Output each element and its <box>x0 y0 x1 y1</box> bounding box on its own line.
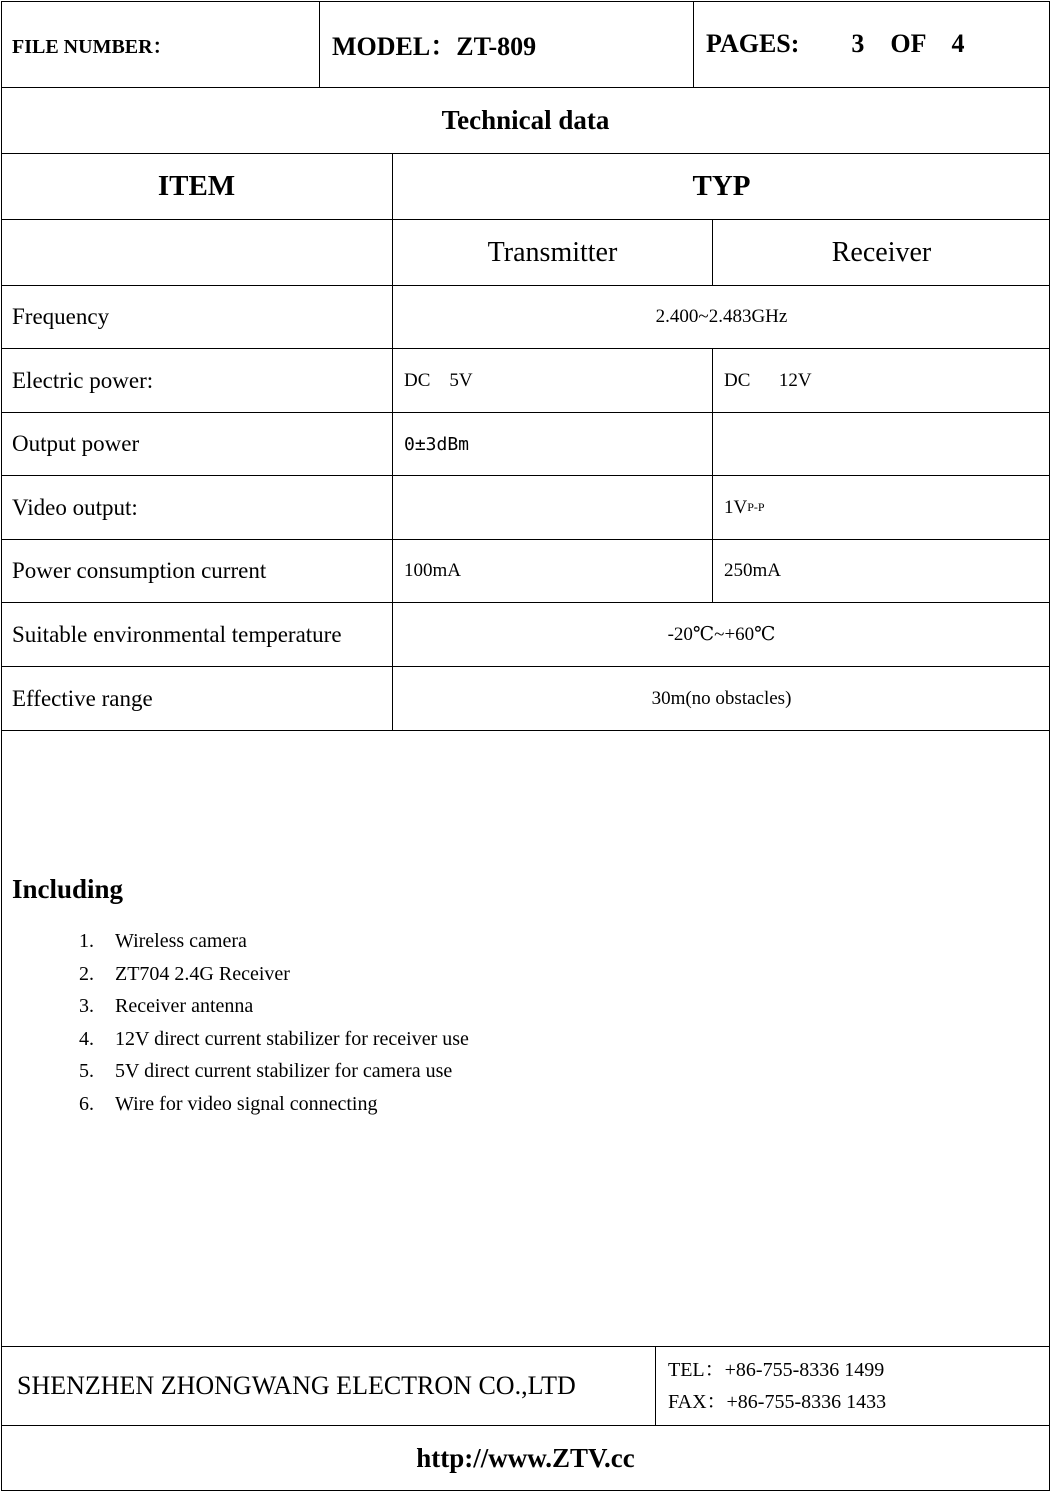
list-item: 5. 5V direct current stabilizer for camera use <box>79 1060 453 1083</box>
row-value-effective-range: 30m(no obstacles) <box>392 666 1050 730</box>
row-value-power-consumption-transmitter: 100mA <box>392 539 712 602</box>
section-title: Technical data <box>1 87 1050 153</box>
tel-number: TEL：+86-755-8336 1499 <box>668 1359 885 1381</box>
row-value-power-consumption-receiver: 250mA <box>712 539 1050 602</box>
list-item: 6. Wire for video signal connecting <box>79 1092 378 1115</box>
row-label-temperature: Suitable environmental temperature <box>1 602 392 666</box>
model-label: MODEL：ZT-809 <box>332 31 537 61</box>
list-item: 3. Receiver antenna <box>79 995 254 1018</box>
row-value-output-power-transmitter: 0±3dBm <box>392 412 712 475</box>
including-title: Including <box>12 874 124 904</box>
list-item: 4. 12V direct current stabilizer for receiver use <box>79 1027 469 1050</box>
subheader-receiver: Receiver <box>712 219 1050 285</box>
row-label-frequency: Frequency <box>1 285 392 348</box>
file-number-label: FILE NUMBER： <box>12 35 173 58</box>
row-label-electric-power: Electric power: <box>1 348 392 412</box>
subheader-transmitter: Transmitter <box>392 219 712 285</box>
row-label-output-power: Output power <box>1 412 392 475</box>
list-item: 2. ZT704 2.4G Receiver <box>79 962 290 985</box>
including-list <box>79 925 679 1121</box>
row-value-electric-power-transmitter: DC 5V <box>392 348 712 412</box>
row-value-video-output-receiver: 1V P-P <box>712 475 1050 539</box>
row-label-effective-range: Effective range <box>1 666 392 730</box>
row-value-video-output-transmitter <box>392 475 712 539</box>
column-header-item: ITEM <box>1 153 392 219</box>
row-value-electric-power-receiver: DC 12V <box>712 348 1050 412</box>
company-name: SHENZHEN ZHONGWANG ELECTRON CO.,LTD <box>1 1346 655 1425</box>
subheader-empty-cell <box>1 219 392 285</box>
pages-label: PAGES: 3 OF 4 <box>706 29 965 58</box>
list-item: 1. Wireless camera <box>79 930 247 952</box>
row-label-power-consumption: Power consumption current <box>1 539 392 602</box>
including-section <box>1 730 1050 1346</box>
row-value-temperature: -20℃~+60℃ <box>392 602 1050 666</box>
row-value-frequency: 2.400~2.483GHz <box>392 285 1050 348</box>
row-label-video-output: Video output: <box>1 475 392 539</box>
row-value-output-power-receiver <box>712 412 1050 475</box>
column-header-typ: TYP <box>392 153 1050 219</box>
video-output-subscript: P-P <box>747 500 765 514</box>
fax-number: FAX：+86-755-8336 1433 <box>668 1391 887 1413</box>
website-url[interactable]: http://www.ZTV.cc <box>1 1425 1050 1491</box>
contact-info <box>655 1346 1050 1425</box>
